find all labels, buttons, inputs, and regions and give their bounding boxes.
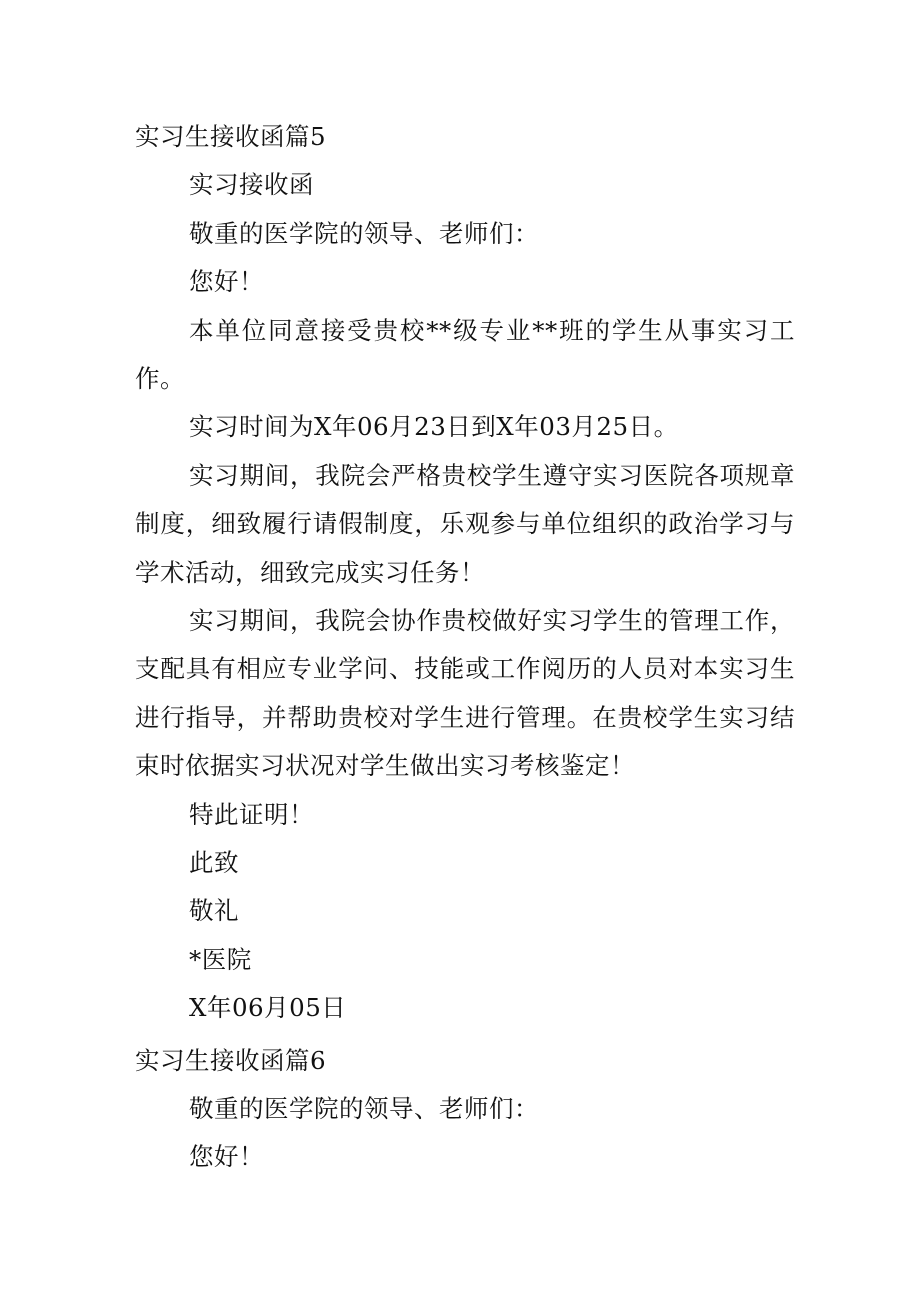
certify-line: 特此证明！ <box>189 799 314 829</box>
letter-title: 实习接收函 <box>189 170 314 200</box>
closing-line-2: 敬礼 <box>189 896 239 926</box>
closing-line-1: 此致 <box>189 848 239 878</box>
section-5-heading: 实习生接收函篇5 <box>135 122 327 151</box>
greeting: 您好！ <box>189 267 264 297</box>
salutation-2: 敬重的医学院的领导、老师们： <box>189 1093 539 1123</box>
document-body <box>135 113 795 1182</box>
salutation: 敬重的医学院的领导、老师们： <box>189 218 539 248</box>
greeting-2: 您好！ <box>189 1142 264 1172</box>
date-line: X年06月05日 <box>189 993 347 1023</box>
paragraph-management: 实习期间，我院会协作贵校做好实习学生的管理工作，支配具有相应专业学问、技能或工作阅历的人员对本实习生进行指导，并帮助贵校对学生进行管理。在贵校学生实习结束时依据实习状况对学生做出实习考核鉴定！ <box>135 606 795 781</box>
section-6-heading: 实习生接收函篇6 <box>135 1045 327 1075</box>
signature: *医院 <box>189 944 252 974</box>
paragraph-period: 实习时间为X年06月23日到X年03月25日。 <box>189 412 679 442</box>
paragraph-acceptance: 本单位同意接受贵校**级专业**班的学生从事实习工作。 <box>135 315 795 393</box>
paragraph-discipline: 实习期间，我院会严格贵校学生遵守实习医院各项规章制度，细致履行请假制度，乐观参与单位组织的政治学习与学术活动，细致完成实习任务！ <box>135 460 795 587</box>
